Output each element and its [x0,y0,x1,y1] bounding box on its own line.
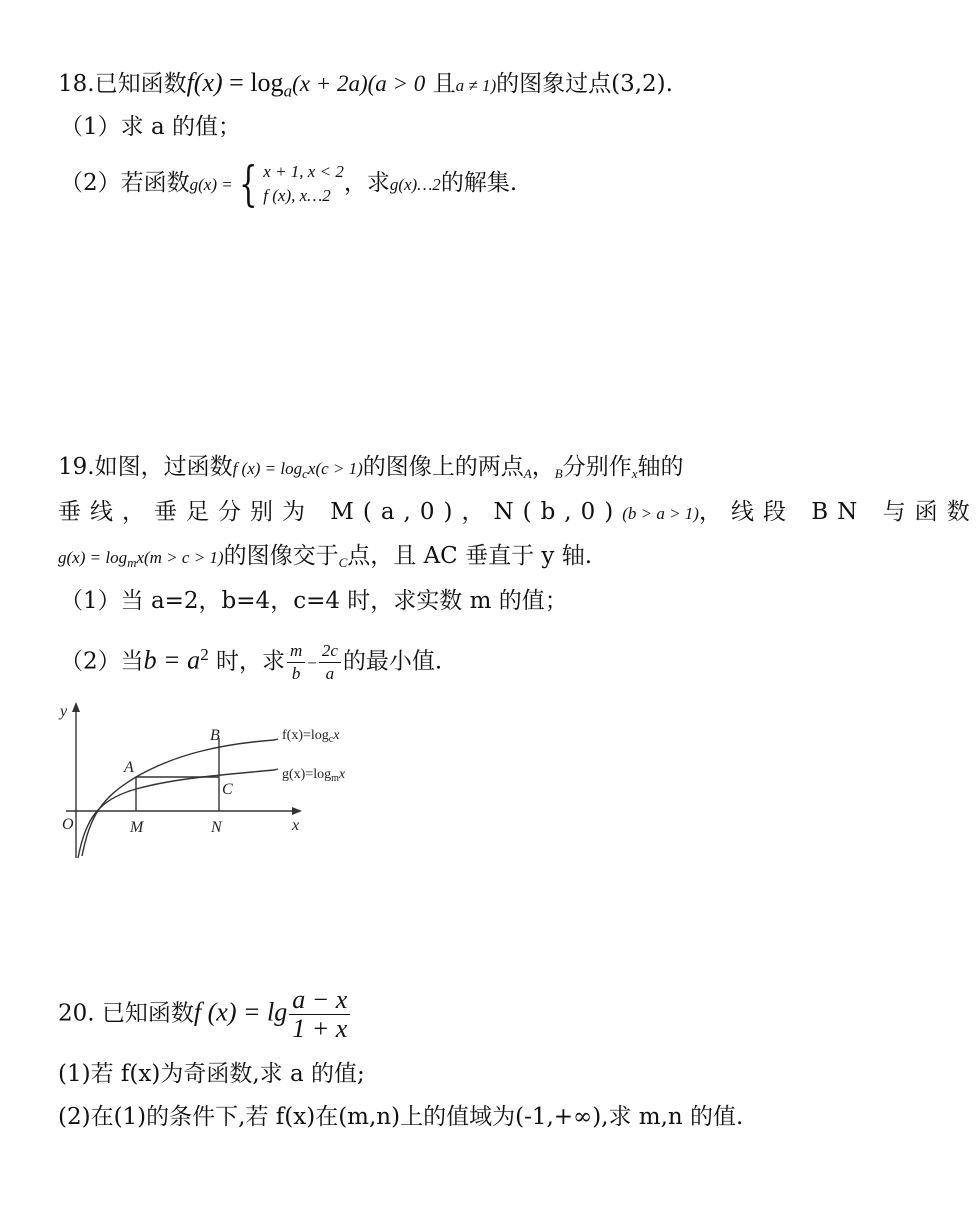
q19-gx: x(m > c > 1) [136,548,224,567]
fig-c-label: C [222,781,233,798]
q19-l1c: 分别作 [562,454,632,480]
fig-g-label: $g(x)=\log_mx$ [282,767,346,784]
q19-frac2 [319,640,341,685]
fig-m-label: M [130,819,144,836]
q19-line2 [58,497,979,529]
q19-point-c: C [338,555,348,570]
q20-frac [289,986,350,1043]
q20-frac-num: a − x [289,986,350,1015]
q18-cond: a ≠ 1) [455,76,497,95]
q19-p2-exp: 2 [200,645,209,664]
q18-arg: (x + 2a)(a > 0 [292,71,426,96]
q19-p2c: 的最小值. [342,648,443,675]
q18-p2-suffix: 的解集. [440,170,518,196]
q18-title [58,68,673,107]
g-curve [78,769,278,858]
fig-a-label: A [124,759,134,776]
q18-part2 [60,156,518,216]
q19-frac1-num: m [287,640,305,663]
q19-l1d: 轴的 [637,454,684,480]
q19-g-base: m [127,555,137,570]
q19-sep: ， [531,454,555,480]
q19-figure [56,698,386,863]
q19-l3b: 点，且 AC 垂直于 y 轴. [347,543,593,569]
q18-prefix: 18.已知函数 [58,71,187,97]
f-curve [82,739,278,856]
q19-g: g(x) = log [58,548,128,567]
q19-l2-cond: (b > a > 1) [622,504,699,523]
fig-origin-label: O [62,816,74,833]
q19-frac1-den: b [291,664,301,684]
q19-frac2-num: 2c [319,640,341,663]
q19-point-b: B [554,466,563,481]
q20-part2: (2)在(1)的条件下,若 f(x)在(m,n)上的值域为(-1,+∞),求 m,n 的值. [58,1104,744,1130]
fig-x-label: x [292,817,300,834]
q20-frac-den: 1 + x [292,1014,348,1043]
fig-b-label: B [210,727,220,744]
q18-log-base: a [283,81,293,101]
q19-part2 [60,640,442,690]
q19-l2b: ，线段 BN 与函数 [698,499,979,525]
q19-line1 [58,452,683,489]
q19-part1: （1）当 a=2，b=4，c=4 时，求实数 m 的值； [60,588,568,614]
q20-fx: f (x) = lg [193,997,288,1027]
q19-line3 [58,541,592,578]
y-axis-arrow [72,702,80,712]
fig-y-label: y [60,703,68,720]
fig-n-label: N [211,819,222,836]
q18-part1: （1）求 a 的值； [60,114,241,140]
q18-fx: f(x) [186,68,223,97]
q19-f-base: c [302,466,308,481]
q18-and: 且 [432,71,456,97]
q19-f: f (x) = log [232,459,303,478]
x-axis-arrow [292,807,302,815]
q19-frac1 [287,640,305,685]
q20-title [58,986,352,1044]
q19-p2-eq: b = a [143,645,201,675]
q20-part1: (1)若 f(x)为奇函数,求 a 的值; [58,1061,365,1087]
q19-p2b: 时，求 [216,648,285,675]
q18-gx: g(x) = [189,175,233,194]
q19-frac2-den: a [325,664,335,684]
q19-fx: x(c > 1) [307,459,363,478]
fig-f-label: $f(x)=\log_cx$ [282,728,340,745]
q19-point-a: A [523,466,532,481]
q19-axis-x: x [631,466,638,481]
q18-log: = log [222,68,284,97]
q19-l1a: 19.如图，过函数 [58,454,233,480]
q18-suffix: 的图象过点(3,2). [496,71,673,97]
q18-p2-mid: ，求 [343,170,390,196]
q18-case2: f (x), x…2 [263,186,331,205]
q19-minus: − [307,653,317,673]
q19-l2: 垂线，垂足分别为 M(a,0)，N(b,0) [58,499,623,525]
q19-l1b: 的图像上的两点 [362,454,524,480]
q20-prefix: 20. 已知函数 [58,1000,194,1027]
q19-p2a: （2）当 [60,648,144,675]
q18-p2-prefix: （2）若函数 [60,170,190,196]
q18-cases [263,160,344,208]
q18-ineq: g(x)…2 [389,175,441,194]
q19-l3a: 的图像交于 [223,543,339,569]
q18-case1: x + 1, x < 2 [263,162,344,181]
q18-brace: { [238,156,258,212]
